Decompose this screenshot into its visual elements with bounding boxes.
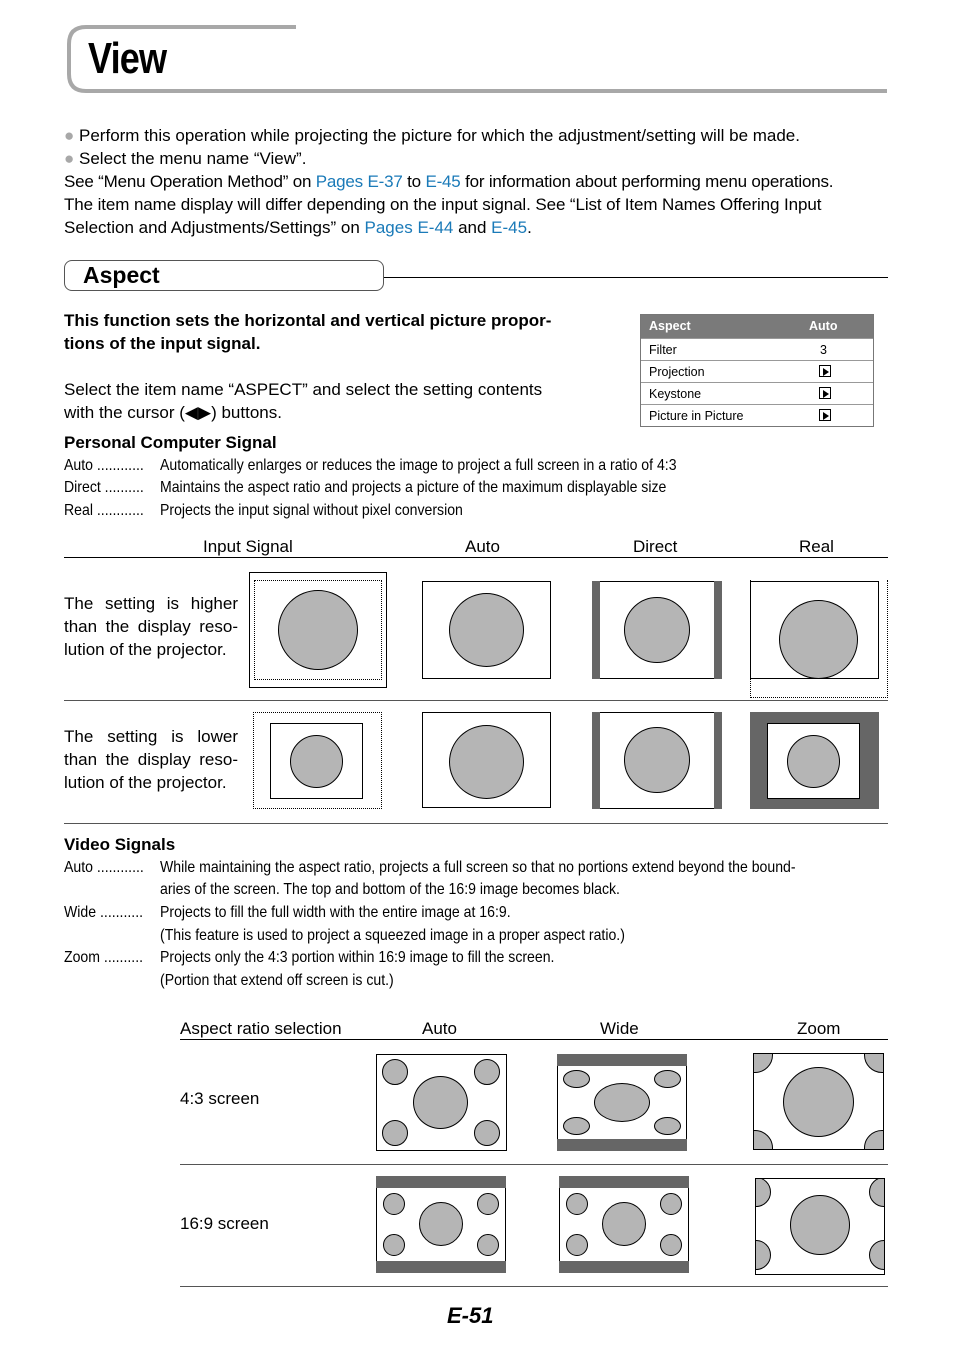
- corner-circle: [563, 1070, 590, 1088]
- section-heading-rule: [384, 277, 888, 278]
- intro-line-3: See “Menu Operation Method” on Pages E-37 to E-45 for information about performing menu operations.: [64, 172, 834, 191]
- video-table-header-wide: Wide: [600, 1019, 639, 1038]
- intro-line-4: The item name display will differ depending on the input signal. See “List of Item Names Offering Input: [64, 195, 822, 214]
- video-43-wide-figure: [557, 1054, 687, 1151]
- picture-circle: [624, 727, 690, 793]
- section-heading: Aspect: [83, 262, 160, 288]
- letterbox-bar: [376, 1176, 506, 1188]
- bullet-icon: ●: [64, 126, 75, 145]
- corner-circle: [474, 1059, 500, 1085]
- video-row1-label: 4:3 screen: [180, 1089, 260, 1108]
- video-169-auto-figure: [376, 1176, 506, 1273]
- submenu-arrow-icon: [819, 387, 831, 399]
- title-frame-graphic: [66, 24, 888, 94]
- menu-row-picture-in-picture[interactable]: Picture in Picture: [641, 404, 873, 426]
- picture-circle: [594, 1083, 650, 1122]
- side-bar: [592, 581, 600, 679]
- submenu-arrow-icon: [819, 409, 831, 421]
- menu-row-projection[interactable]: Projection: [641, 360, 873, 382]
- menu-row-filter[interactable]: Filter 3: [641, 338, 873, 360]
- pc-signal-heading: Personal Computer Signal: [64, 433, 277, 452]
- side-bar: [592, 712, 600, 809]
- letterbox-bar: [559, 1261, 689, 1273]
- pc-high-direct-figure: [592, 581, 722, 679]
- intro-bullet-1: ● Perform this operation while projecting the picture for which the adjustment/setting will be made.: [64, 126, 800, 145]
- picture-circle: [449, 725, 524, 799]
- pc-table-header-input: Input Signal: [203, 537, 293, 556]
- picture-circle: [624, 597, 690, 663]
- picture-circle: [602, 1202, 646, 1246]
- aspect-menu: [640, 314, 874, 427]
- intro: [64, 124, 890, 239]
- video-table-rule-mid: [180, 1164, 888, 1165]
- pc-table-header-direct: Direct: [633, 537, 678, 556]
- corner-circle: [563, 1117, 590, 1135]
- menu-row-aspect[interactable]: Aspect Auto: [641, 315, 873, 338]
- page-number: E-51: [447, 1303, 494, 1328]
- picture-circle: [787, 735, 840, 788]
- bullet-icon: ●: [64, 149, 75, 168]
- intro-line-5: Selection and Adjustments/Settings” on Pages E-44 and E-45.: [64, 218, 532, 237]
- pc-table-rule-bottom: [64, 823, 888, 824]
- video-169-wide-figure: [559, 1176, 689, 1273]
- corner-circle: [383, 1193, 405, 1215]
- page-title: View: [88, 34, 167, 83]
- video-43-auto-figure: [376, 1054, 507, 1151]
- section-heading-box: [64, 260, 384, 291]
- side-bar: [714, 581, 722, 679]
- link-e45-b[interactable]: E-45: [491, 218, 528, 237]
- pc-high-input-figure: [249, 572, 387, 688]
- corner-circle: [474, 1120, 500, 1146]
- pc-low-real-figure: [750, 712, 879, 809]
- video-table-header-zoom: Zoom: [797, 1019, 841, 1038]
- pc-low-direct-figure: [592, 712, 722, 809]
- picture-circle: [449, 593, 524, 667]
- letterbox-bar: [559, 1176, 689, 1188]
- video-table-rule-top: [180, 1039, 888, 1040]
- link-pages-e44[interactable]: Pages E-44: [364, 218, 454, 237]
- submenu-arrow-icon: [819, 365, 831, 377]
- link-pages-e37[interactable]: Pages E-37: [315, 172, 403, 191]
- intro-bullet-2: ● Select the menu name “View”.: [64, 149, 307, 168]
- corner-circle: [660, 1234, 682, 1256]
- video-43-zoom-figure: [753, 1053, 884, 1150]
- pc-table-header-auto: Auto: [465, 537, 500, 556]
- pc-row2-label: The setting is lower than the display reso- lution of the projector.: [64, 727, 238, 792]
- picture-circle: [290, 735, 343, 788]
- picture-circle: [779, 600, 858, 679]
- title-frame: [66, 24, 888, 94]
- letterbox-bar: [557, 1054, 687, 1066]
- pc-high-real-figure: [750, 580, 888, 698]
- pc-table-header-real: Real: [799, 537, 834, 556]
- picture-circle: [278, 590, 358, 670]
- video-row2-label: 16:9 screen: [180, 1214, 269, 1233]
- corner-circle: [654, 1070, 681, 1088]
- pc-low-input-figure: [253, 712, 382, 809]
- picture-circle: [413, 1076, 468, 1129]
- menu-row-keystone[interactable]: Keystone: [641, 382, 873, 404]
- video-table-header-auto: Auto: [422, 1019, 457, 1038]
- video-169-zoom-figure: [755, 1178, 885, 1275]
- link-e45[interactable]: E-45: [425, 172, 461, 191]
- corner-circle: [660, 1193, 682, 1215]
- corner-circle: [654, 1117, 681, 1135]
- letterbox-bar: [557, 1139, 687, 1151]
- corner-circle: [383, 1234, 405, 1256]
- video-signals-heading: Video Signals: [64, 835, 176, 854]
- corner-circle: [477, 1193, 499, 1215]
- video-table-header-selection: Aspect ratio selection: [180, 1019, 342, 1038]
- side-bar: [714, 712, 722, 809]
- picture-circle: [419, 1202, 463, 1246]
- letterbox-bar: [376, 1261, 506, 1273]
- corner-circle: [382, 1120, 408, 1146]
- pc-low-auto-figure: [422, 712, 551, 808]
- corner-circle: [477, 1234, 499, 1256]
- video-table-rule-bottom: [180, 1286, 888, 1287]
- corner-circle: [566, 1193, 588, 1215]
- pc-row1-label: The setting is higher than the display reso- lution of the projector.: [64, 594, 238, 659]
- section-description: This function sets the horizontal and vertical picture propor- tions of the input signal. Select the item name “ASPECT” and select the setting contents with the cursor (◀▶) buttons.: [64, 311, 552, 422]
- corner-circle: [566, 1234, 588, 1256]
- pc-table-rule-mid: [64, 700, 888, 701]
- pc-table-rule-top: [64, 557, 888, 558]
- corner-circle: [382, 1059, 408, 1085]
- pc-high-auto-figure: [422, 581, 551, 679]
